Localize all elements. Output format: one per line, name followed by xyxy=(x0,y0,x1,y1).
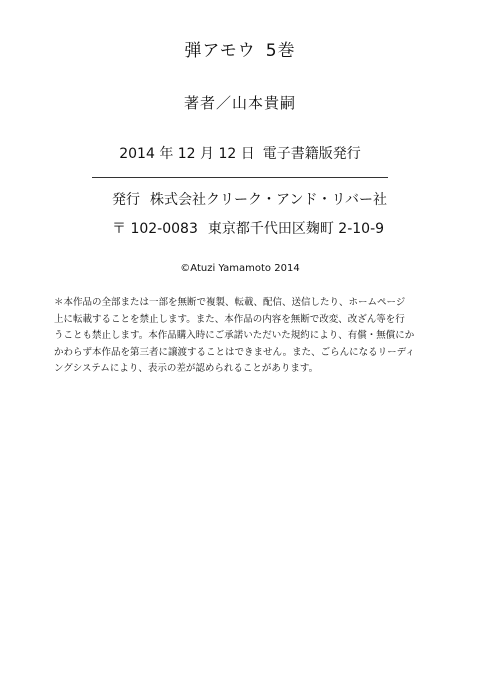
divider-rule xyxy=(92,177,388,178)
publication-edition: 電子書籍版発行 xyxy=(262,146,361,162)
publisher-name: 株式会社クリーク・アンド・リバー社 xyxy=(150,192,388,208)
publisher-line xyxy=(112,189,387,209)
author-line: 著者／山本貴嗣 xyxy=(183,94,296,112)
book-volume: 5巻 xyxy=(265,41,296,61)
postal-code: 〒 102-0083 xyxy=(112,221,198,237)
notice-line: ングシステムにより、表示の差が認められることがあります。 xyxy=(54,363,319,374)
notice-line: うことも禁止します。本作品購入時にご承諾いただいた規約により、有償・無償にか xyxy=(54,330,415,341)
book-title xyxy=(0,36,480,61)
address-line xyxy=(112,218,384,238)
address-location: 東京都千代田区麹町 2-10-9 xyxy=(207,221,385,237)
copyright-notice: ©Atuzi Yamamoto 2014 xyxy=(180,263,300,274)
notice-line: ＊本作品の全部または一部を無断で複製、転載、配信、送信したり、ホームページ xyxy=(54,297,406,308)
publication-date: 2014 年 12 月 12 日 xyxy=(119,146,255,162)
publisher-label: 発行 xyxy=(112,192,140,208)
usage-notice xyxy=(54,295,430,378)
notice-line: 上に転載することを禁止します。また、本作品の内容を無断で改変、改ざん等を行 xyxy=(54,313,405,325)
notice-line: かわらず本作品を第三者に譲渡することはできません。また、ごらんになるリーディ xyxy=(54,346,415,358)
book-title-name: 弾アモウ xyxy=(184,41,256,61)
publication-line xyxy=(0,143,480,163)
